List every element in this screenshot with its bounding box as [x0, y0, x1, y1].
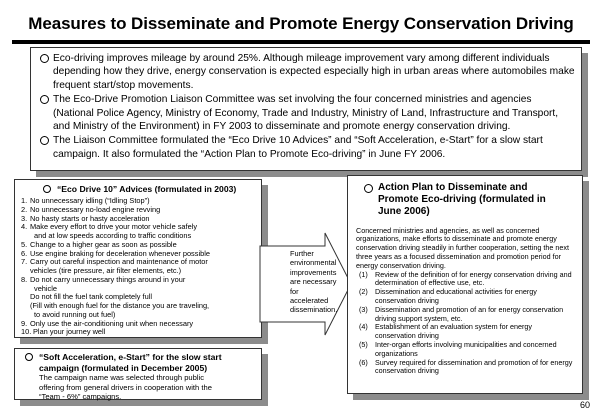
- eco-drive-item-number: 1.: [21, 196, 28, 205]
- eco-drive-list: [21, 197, 255, 337]
- action-plan-intro: Concerned ministries and agencies, as well as concerned organizations, make efforts to disseminate and promote energy conservation driving steadily in further cooperation, setting the next three years as a focused dissemination and promotion period for energy conservation driving.: [356, 225, 569, 270]
- action-plan-item-text: Inter-organ efforts involving municipalities and concerned organizations: [375, 339, 557, 358]
- eco-drive-item-line: Change to a higher gear as soon as possible: [30, 239, 177, 249]
- eco-drive-item: [21, 223, 255, 241]
- eco-drive-item-line: No unnecessary idling (“Idling Stop”): [30, 196, 150, 205]
- eco-drive-item-number: 5.: [21, 239, 28, 249]
- action-plan-item-text: Dissemination and promotion of an for energy conservation driving support system, etc.: [375, 304, 564, 323]
- action-plan-item: [356, 271, 574, 289]
- action-plan-item-number: (4): [359, 322, 368, 332]
- intro-bullet: The Liaison Committee formulated the “Eco Drive 10 Advices” and “Soft Acceleration, e-Start” for a slow start campaign. It also formulated the “Action Plan to Promote Eco-driving” in June FY 2006.: [37, 134, 575, 161]
- action-plan-box: [347, 175, 583, 394]
- eco-drive-item-line: Use engine braking for deceleration whenever possible: [30, 248, 210, 258]
- eco-drive-item-line: Only use the air-conditioning unit when necessary: [30, 318, 194, 328]
- eco-drive-item-number: 3.: [21, 213, 28, 223]
- action-plan-item: [356, 359, 574, 377]
- soft-acceleration-heading: “Soft Acceleration, e-Start” for the slow start campaign (formulated in December 2005): [21, 352, 255, 373]
- eco-drive-item-line: Make every effort to drive your motor vehicle safely: [30, 222, 198, 232]
- soft-acceleration-box: [14, 348, 262, 400]
- circle-bullet-icon: [25, 353, 33, 361]
- action-plan-heading: Action Plan to Disseminate and Promote Eco-driving (formulated in June 2006): [356, 182, 574, 219]
- action-plan-item: [356, 341, 574, 359]
- eco-drive-item-line: No hasty starts or hasty acceleration: [30, 213, 150, 223]
- eco-drive-item-line: to avoid running out fuel): [34, 309, 116, 319]
- eco-drive-item-line: Do not fill the fuel tank completely full: [30, 292, 153, 302]
- eco-drive-item-number: 10.: [21, 327, 32, 337]
- arrow-text: Further environmental improvements are necessary for accelerated dissemination.: [290, 249, 338, 315]
- action-plan-item: [356, 306, 574, 324]
- action-plan-item-text: Dissemination and educational activities for energy conservation driving: [375, 287, 537, 305]
- action-plan-item: [356, 323, 574, 341]
- soft-acceleration-body: The campaign name was selected through public offering from general drivers in cooperation with the “Team - 6%” campaigns.: [39, 373, 212, 401]
- intro-bullet: The Eco-Drive Promotion Liaison Committee was set involving the four concerned ministries and agencies (National Police Agency, Ministry of Economy, Trade and Industry, Ministry of Land, Infrastructure and Transport, and Ministry of the Environment) in FY 2003 to disseminate and promote energy conservation driving.: [37, 93, 575, 133]
- eco-drive-item-line: (Fill with enough fuel for the distance you are traveling,: [30, 301, 210, 310]
- eco-drive-item-number: 9.: [21, 318, 28, 328]
- title-bar: [12, 6, 590, 44]
- action-plan-item-number: (2): [359, 287, 368, 297]
- eco-drive-item: [21, 258, 255, 276]
- circle-bullet-icon: [40, 95, 49, 104]
- intro-bullet: Eco-driving improves mileage by around 25%. Although mileage improvement vary among different individuals depending how they drive, energy conservation is expected especially high in urban areas where automobiles make frequent start/stop movements.: [37, 52, 575, 92]
- circle-bullet-icon: [364, 184, 373, 193]
- action-plan-list: [356, 271, 574, 377]
- action-plan-item-text: Review of the definition of for energy conservation driving and determination of effective use, etc.: [375, 269, 572, 288]
- eco-drive-item-number: 7.: [21, 257, 28, 267]
- action-plan-item-number: (3): [359, 304, 368, 314]
- action-plan-item: [356, 288, 574, 306]
- action-plan-item-number: (1): [359, 269, 368, 279]
- page-number: 60: [580, 400, 591, 410]
- circle-bullet-icon: [40, 136, 49, 145]
- eco-drive-item-line: Plan your journey well: [33, 327, 106, 337]
- eco-drive-item-number: 4.: [21, 222, 28, 232]
- eco-drive-box: [14, 179, 262, 338]
- action-plan-item-text: Establishment of an evaluation system for energy conservation driving: [375, 322, 533, 341]
- eco-drive-item-number: 6.: [21, 248, 28, 258]
- eco-drive-item-line: and at low speeds according to traffic conditions: [34, 231, 192, 240]
- eco-drive-heading: “Eco Drive 10” Advices (formulated in 2003): [43, 184, 255, 195]
- action-plan-item-number: (5): [359, 339, 368, 349]
- intro-box: [30, 47, 582, 171]
- page-title: Measures to Disseminate and Promote Energy Conservation Driving: [28, 14, 574, 33]
- action-plan-item-text: Survey required for dissemination and promotion of for energy conservation driving: [375, 357, 573, 376]
- eco-drive-item-line: No unnecessary no-load engine revving: [30, 204, 161, 214]
- circle-bullet-icon: [40, 54, 49, 63]
- eco-drive-item-line: Carry out careful inspection and maintenance of motor: [30, 257, 208, 267]
- eco-drive-item: [21, 328, 255, 337]
- circle-bullet-icon: [43, 185, 51, 193]
- eco-drive-item-line: vehicle: [34, 283, 58, 293]
- action-plan-item-number: (6): [359, 357, 368, 367]
- eco-drive-item-number: 8.: [21, 274, 28, 284]
- eco-drive-item-number: 2.: [21, 204, 28, 214]
- eco-drive-item: [21, 276, 255, 320]
- eco-drive-item-line: vehicles (tire pressure, air filter elements, etc.): [30, 266, 182, 275]
- eco-drive-item-line: Do not carry unnecessary things around in your: [30, 274, 186, 284]
